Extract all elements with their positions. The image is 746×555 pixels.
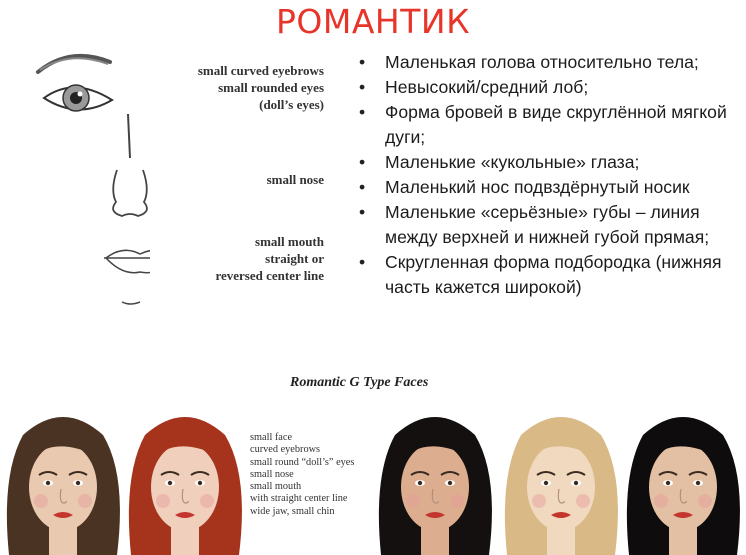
face-illustration <box>500 405 622 555</box>
face-illustration <box>374 405 496 555</box>
face-illustration <box>124 405 246 555</box>
eyes-annotation: small curved eyebrows small rounded eyes (doll’s eyes) <box>197 63 324 112</box>
face-illustration <box>622 405 744 555</box>
list-item: • Форма бровей в виде скруглённой мягкой дуги; <box>356 100 744 150</box>
list-item: small round “doll’s” eyes <box>250 456 355 468</box>
nose-annotation: small nose <box>266 172 324 187</box>
face-traits-list <box>250 432 354 518</box>
mouth-annotation: small mouth straight or reversed center line <box>215 234 324 283</box>
list-item: • Маленький нос подвздёрнутый носик <box>356 175 744 200</box>
list-item: small face <box>250 432 293 443</box>
list-item: with straight center line <box>250 493 348 505</box>
face-illustration <box>2 405 124 555</box>
list-item: small nose <box>250 468 294 480</box>
faces-caption: Romantic G Type Faces <box>290 375 429 390</box>
list-item: small mouth <box>250 481 302 493</box>
list-item: curved eyebrows <box>250 444 321 456</box>
list-item: • Невысокий/средний лоб; <box>356 75 744 100</box>
list-item: • Маленькая голова относительно тела; <box>356 50 744 75</box>
list-item: • Скругленная форма подбородка (нижняя часть кажется широкой) <box>356 250 744 300</box>
characteristics-list <box>356 50 744 300</box>
list-item: • Маленькие «серьёзные» губы – линия между верхней и нижней губой прямая; <box>356 200 744 250</box>
list-item: wide jaw, small chin <box>250 505 335 517</box>
list-item: • Маленькие «кукольные» глаза; <box>356 150 744 175</box>
page-title: РОМАНТИК <box>275 2 470 41</box>
